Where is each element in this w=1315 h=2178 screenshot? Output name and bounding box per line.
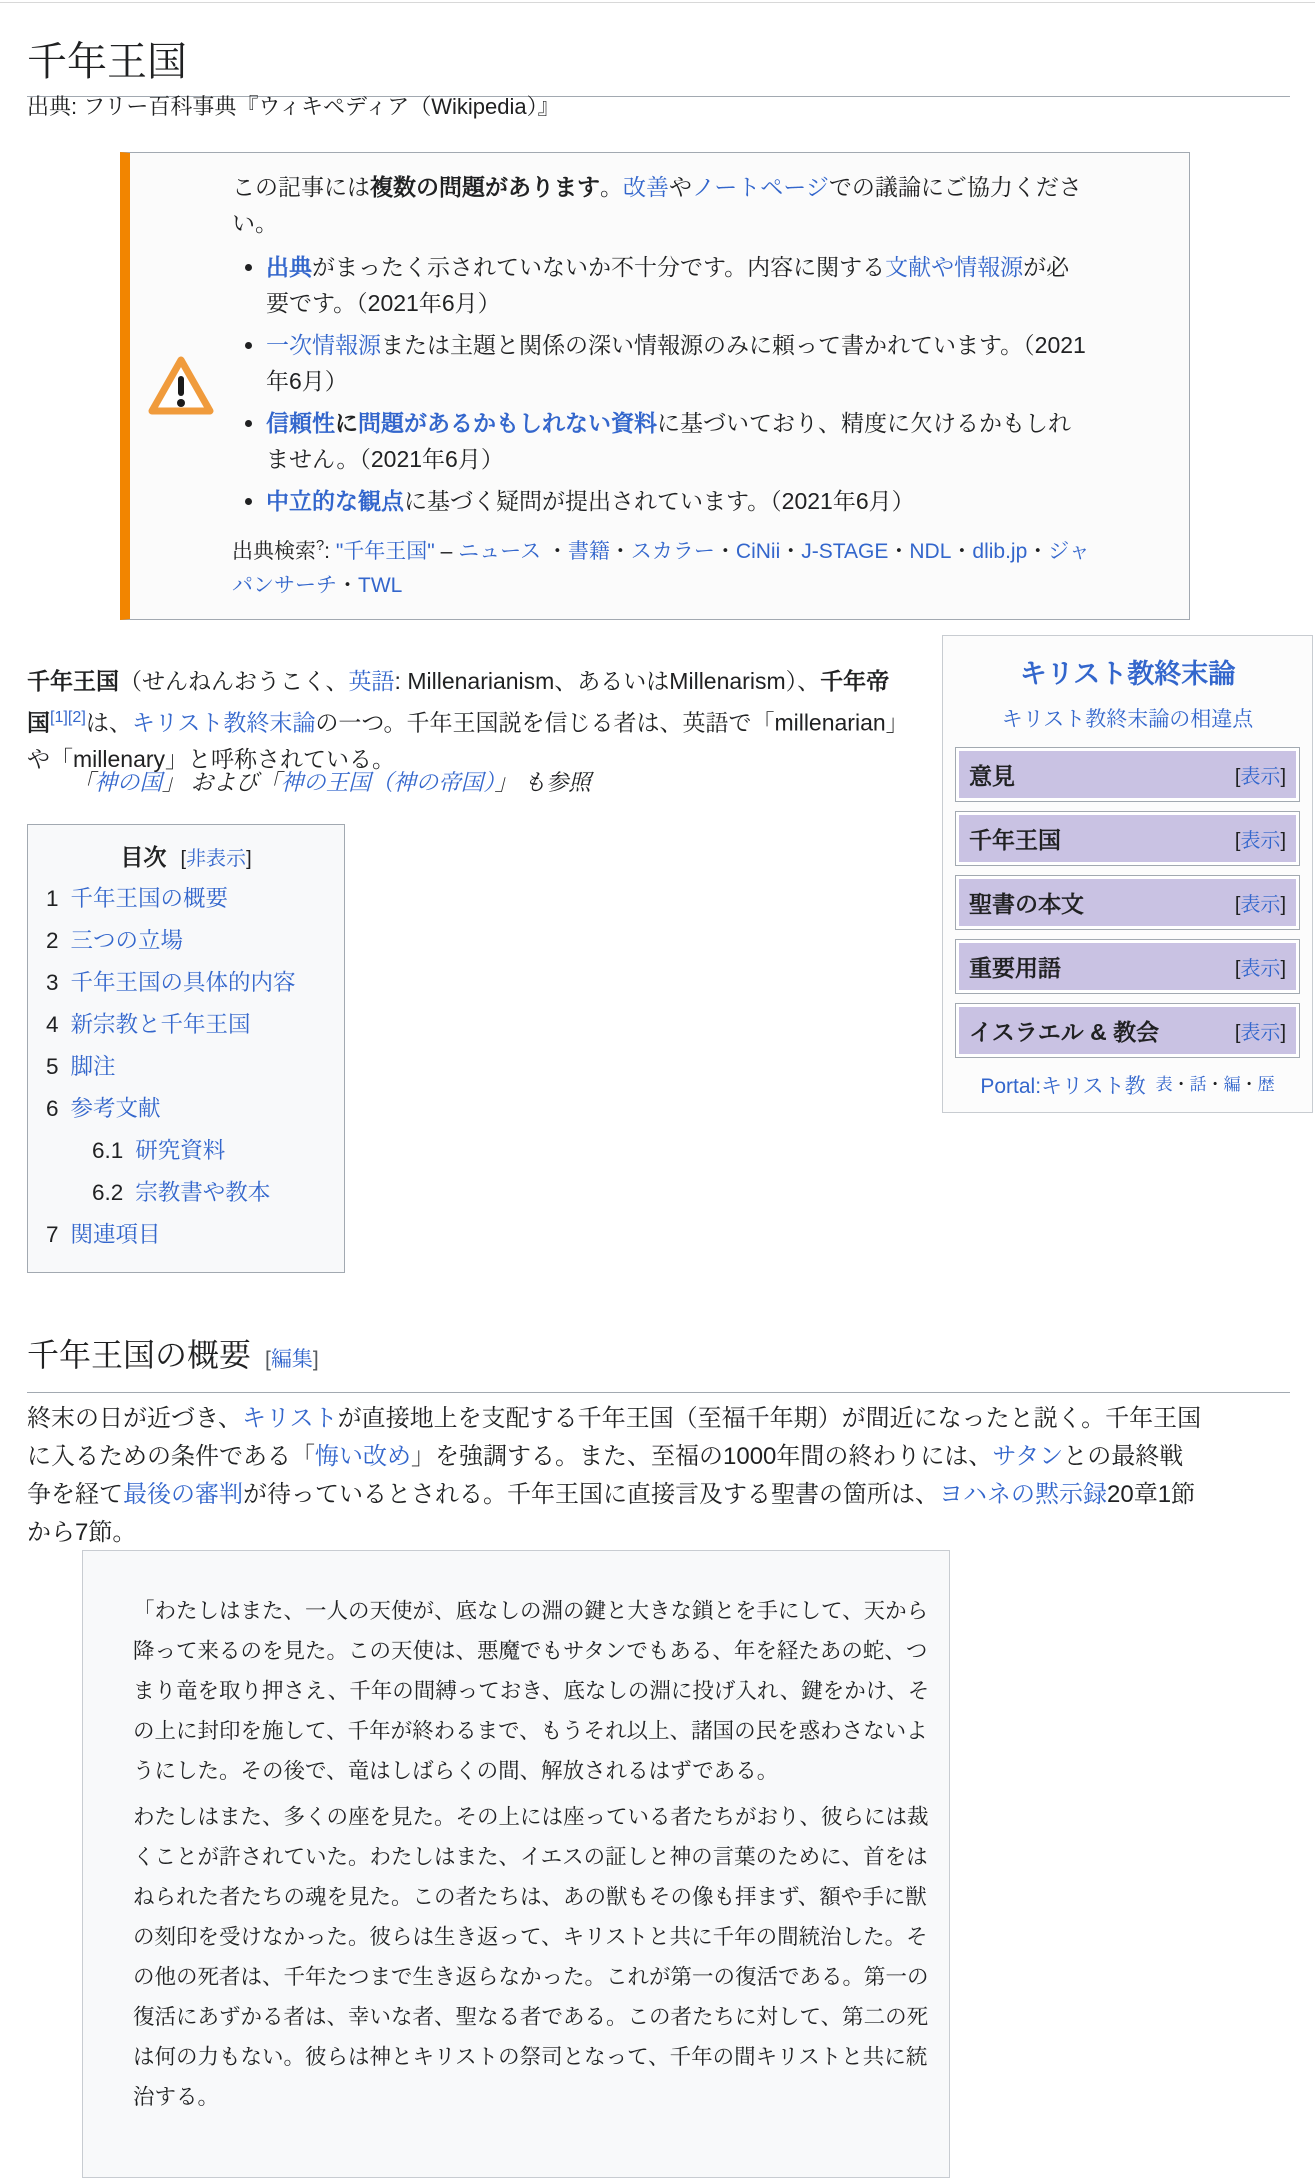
text-segment: ・ (780, 540, 802, 563)
toc-link[interactable]: 宗教書や教本 (135, 1180, 271, 1205)
text-segment: ] (1280, 766, 1286, 788)
text-segment: ・ (1206, 1075, 1224, 1094)
site-subtitle: 出典: フリー百科事典『ウィキペディア（Wikipedia）』 (27, 94, 560, 119)
text-segment: [ (265, 1347, 271, 1371)
issue-item (266, 249, 1088, 321)
toc-number: 7 (46, 1222, 59, 1247)
bible-quote-box (82, 1550, 950, 2178)
inline-link[interactable]: 表示 (1240, 894, 1281, 916)
text-segment: ] (1280, 958, 1286, 980)
toc-title: 目次 (120, 844, 167, 870)
inline-link[interactable]: キリスト (242, 1405, 338, 1432)
inline-link[interactable]: "千年王国" (335, 540, 435, 563)
inline-link[interactable]: 問題があるかもしれない資料 (358, 410, 657, 436)
text-segment: 」 も参照 (494, 770, 591, 795)
inline-link[interactable]: 英語 (348, 668, 395, 694)
toc-link[interactable]: 千年王国の概要 (70, 886, 229, 911)
text-segment: ・ (1027, 540, 1049, 563)
toc-hide-toggle[interactable] (181, 848, 252, 870)
sidebar-sections (955, 747, 1300, 1058)
page-title: 千年王国 (27, 39, 1290, 97)
inline-link[interactable]: 書籍 (567, 540, 610, 563)
inline-link[interactable]: ノートページ (692, 174, 829, 200)
inline-link[interactable]: 一次情報源 (266, 332, 381, 358)
text-segment: との最終戦争を経て (27, 1443, 1184, 1508)
inline-link[interactable]: 信頼性 (266, 410, 335, 436)
inline-link[interactable]: [1] (50, 708, 68, 726)
inline-link[interactable]: 表示 (1240, 830, 1281, 852)
text-segment: が待っているとされる。千年王国に直接言及する聖書の箇所は、 (243, 1481, 939, 1508)
text-segment: ] (1280, 1022, 1286, 1044)
sidebar-subtitle-link[interactable]: キリスト教終末論の相違点 (1001, 708, 1254, 731)
inline-link[interactable]: 出典 (266, 254, 312, 280)
text-segment: 千年王国 (27, 668, 119, 694)
text-segment: や (669, 174, 692, 200)
text-segment: 終末の日が近づき、 (27, 1405, 243, 1432)
inline-link[interactable]: 表 (1155, 1075, 1173, 1094)
text-segment: 出典検索 (232, 540, 316, 563)
article-issues-text (232, 169, 1151, 603)
text-segment: がまったく示されていないか不十分です。内容に関する (312, 254, 886, 280)
sidebar-section (955, 747, 1300, 802)
text-segment: 」を強調する。また、至福の1000年間の終わりには、 (411, 1443, 993, 1470)
toc-item[interactable] (36, 1004, 336, 1046)
text-segment: [ (1234, 894, 1241, 916)
text-segment: 」 および「 (162, 770, 281, 795)
eschatology-sidebar (942, 635, 1313, 1113)
lead-paragraph (27, 663, 907, 777)
text-segment: ・ (337, 574, 358, 597)
text-segment: （2021年6月） (266, 332, 1086, 394)
inline-link[interactable]: 表示 (1240, 766, 1281, 788)
issue-item (266, 405, 1088, 477)
text-segment: （2021年6月） (356, 290, 501, 316)
text-segment: 20章1節から7節。 (27, 1481, 1196, 1546)
text-segment: – (434, 540, 459, 563)
inline-link[interactable]: キリスト教終末論 (131, 709, 316, 736)
section-heading (27, 1335, 1290, 1393)
issue-item (266, 483, 1088, 519)
text-segment: ・ (714, 540, 736, 563)
text-segment: の一つ。千年王国説を信じる者は、英語で「millenarian」や「millenary」と呼称されている。 (27, 709, 898, 772)
hatnote-see-also (72, 765, 591, 797)
inline-link[interactable]: ヨハネの黙示録 (939, 1481, 1107, 1508)
toc-link[interactable]: 新宗教と千年王国 (70, 1012, 251, 1037)
show-toggle[interactable] (1235, 760, 1286, 789)
toc-number: 4 (46, 1012, 59, 1037)
inline-link[interactable]: CiNii (735, 540, 781, 563)
issues-intro (232, 169, 1082, 241)
toc-item-sub[interactable] (36, 1172, 336, 1214)
text-segment: が必要です。 (266, 254, 1070, 316)
show-toggle[interactable] (1235, 824, 1286, 853)
inline-link[interactable]: J-STAGE (801, 540, 889, 563)
toc-number: 1 (46, 886, 59, 911)
inline-link[interactable]: 非表示 (186, 848, 247, 870)
toc-item[interactable] (36, 962, 336, 1004)
inline-link[interactable]: 話 (1189, 1075, 1207, 1094)
text-segment: この記事には (232, 174, 370, 200)
page-top-divider (0, 2, 1315, 3)
issues-list (232, 249, 1151, 519)
text-segment: [ (1234, 958, 1241, 980)
inline-link[interactable]: 編集 (270, 1347, 313, 1371)
inline-link[interactable]: 改善 (623, 174, 669, 200)
inline-link[interactable]: NDL (909, 540, 952, 563)
show-toggle[interactable] (1235, 1016, 1286, 1045)
toc-number: 5 (46, 1054, 59, 1079)
toc-link[interactable]: 参考文献 (70, 1096, 161, 1121)
text-segment: に基づく疑問が提出されています。 (404, 488, 771, 514)
text-segment: ? (316, 538, 325, 554)
text-segment: ・ (609, 540, 631, 563)
inline-link[interactable]: TWL (358, 574, 403, 597)
text-segment: に (335, 410, 358, 436)
text-segment: ・ (888, 540, 910, 563)
toc-link[interactable]: 関連項目 (70, 1222, 161, 1247)
toc-number: 3 (46, 970, 59, 995)
view-talk-edit-history-links[interactable] (1156, 1075, 1275, 1094)
toc-link[interactable]: 脚注 (70, 1054, 116, 1079)
sidebar-footer (955, 1070, 1300, 1100)
toc-item[interactable] (36, 1088, 336, 1130)
text-segment: が直接地上を支配する千年王国（至福千年期）が間近になったと説く。千年王国に入るための条件である「 (27, 1405, 1202, 1470)
inline-link[interactable]: dlib.jp (972, 540, 1028, 563)
text-segment: [ (1234, 830, 1241, 852)
inline-link[interactable]: 歴 (1257, 1075, 1275, 1094)
text-segment: （2021年6月） (359, 446, 504, 472)
inline-link[interactable]: [2] (67, 708, 86, 726)
text-segment: （2021年6月） (770, 488, 915, 514)
toc-item[interactable] (36, 920, 336, 962)
text-segment: [ (1234, 1022, 1241, 1044)
toc-header (36, 839, 336, 872)
show-toggle[interactable] (1235, 952, 1286, 981)
sidebar-section (955, 1003, 1300, 1058)
sidebar-section-label: イスラエル & 教会 (969, 1019, 1160, 1045)
inline-link[interactable]: スカラー (630, 540, 715, 563)
toc-number: 6.2 (92, 1180, 124, 1205)
toc-item[interactable] (36, 1214, 336, 1256)
text-segment: 複数の問題があります (370, 174, 600, 200)
text-segment: ・ (541, 540, 568, 563)
toc-link[interactable]: 三つの立場 (70, 928, 184, 953)
text-segment: ] (1280, 830, 1286, 852)
inline-link[interactable]: 表示 (1240, 958, 1281, 980)
inline-link[interactable]: 神の国 (94, 770, 163, 795)
inline-link[interactable]: 編 (1223, 1075, 1241, 1094)
text-segment: は、 (85, 709, 132, 736)
sidebar-section (955, 939, 1300, 994)
sidebar-section (955, 811, 1300, 866)
article-issues-box (120, 152, 1190, 620)
inline-link[interactable]: 最後の審判 (123, 1481, 243, 1508)
inline-link[interactable]: 悔い改め (315, 1443, 411, 1470)
text-segment: ] (312, 1347, 319, 1371)
text-segment: : (324, 540, 336, 563)
text-segment: ・ (1240, 1075, 1258, 1094)
inline-link[interactable]: サタン (992, 1443, 1064, 1470)
text-segment: 「 (72, 770, 95, 795)
portal-link[interactable] (980, 1075, 1145, 1098)
section-heading-text: 千年王国の概要 (27, 1336, 252, 1373)
inline-link[interactable]: ジャパンサーチ (232, 540, 1090, 597)
text-segment: （せんねんおうこく、 (119, 668, 349, 694)
inline-link[interactable]: 表示 (1240, 1022, 1281, 1044)
toc-item[interactable] (36, 1046, 336, 1088)
quote-paragraph: 「わたしはまた、一人の天使が、底なしの淵の鍵と大きな鎖とを手にして、天から降って来るのを見た。この天使は、悪魔でもサタンでもある、年を経たあの蛇、つまり竜を取り押さえ、千年の間縛っておき、底なしの淵に投げ入れ、鍵をかけ、その上に封印を施して、千年が終わるまで、もうそれ以上、諸国の民を惑わさないようにした。その後で、竜はしばらくの間、解放されるはずである。 (133, 1599, 930, 1783)
issue-item (266, 327, 1088, 399)
edit-section-link[interactable] (265, 1348, 319, 1371)
toc-item[interactable] (36, 878, 336, 920)
sidebar-section-label: 千年王国 (969, 827, 1061, 853)
inline-link[interactable]: ニュース (458, 540, 542, 563)
text-segment: : Millenarianism、あるいはMillenarism）、 (394, 668, 821, 694)
toc-link[interactable]: 研究資料 (135, 1138, 226, 1163)
toc-number: 2 (46, 928, 59, 953)
text-segment: または主題と関係の深い情報源のみに頼って書かれています。 (381, 332, 1024, 358)
sidebar-section-label: 重要用語 (969, 955, 1061, 981)
inline-link[interactable]: Portal:キリスト教 (980, 1075, 1146, 1098)
text-segment: 。 (600, 174, 623, 200)
quote-paragraph: わたしはまた、多くの座を見た。その上には座っている者たちがおり、彼らには裁くことが許されていた。わたしはまた、イエスの証しと神の言葉のために、首をはねられた者たちの魂を見た。この者たちは、あの獣もその像も拝まず、額や手に獣の刻印を受けなかった。彼らは生き返って、キリストと共に千年の間統治した。その他の死者は、千年たつまで生き返らなかった。これが第一の復活である。第一の復活にあずかる者は、幸いな者、聖なる者である。この者たちに対して、第二の死は何の力もない。彼らは神とキリストの祭司となって、千年の間キリストと共に統治する。 (133, 1805, 929, 2109)
toc-item-sub[interactable] (36, 1130, 336, 1172)
text-segment: ] (246, 848, 252, 870)
text-segment: 千年帝国 (27, 668, 890, 736)
sidebar-title-link[interactable]: キリスト教終末論 (1019, 659, 1236, 689)
table-of-contents (27, 824, 345, 1273)
toc-link[interactable]: 千年王国の具体的内容 (70, 970, 296, 995)
find-sources-line (232, 529, 1092, 603)
toc-number: 6 (46, 1096, 59, 1121)
sidebar-section-label: 意見 (969, 763, 1015, 789)
sidebar-section-label: 聖書の本文 (969, 891, 1084, 917)
warning-icon (130, 356, 232, 416)
text-segment: [ (180, 848, 187, 870)
text-segment: での議論にご協力ください。 (232, 174, 1082, 236)
inline-link[interactable]: 文献や情報源 (885, 254, 1024, 280)
show-toggle[interactable] (1235, 888, 1286, 917)
text-segment: ・ (951, 540, 973, 563)
text-segment: に基づいており、精度に欠けるかもしれません。 (266, 410, 1071, 472)
sidebar-section (955, 875, 1300, 930)
text-segment: ] (1280, 894, 1286, 916)
text-segment: [ (1234, 766, 1241, 788)
inline-link[interactable]: 神の王国（神の帝国） (280, 770, 495, 795)
section-paragraph (27, 1400, 1207, 1552)
text-segment: ・ (1172, 1075, 1190, 1094)
inline-link[interactable]: 中立的な観点 (266, 488, 404, 514)
toc-number: 6.1 (92, 1138, 124, 1163)
